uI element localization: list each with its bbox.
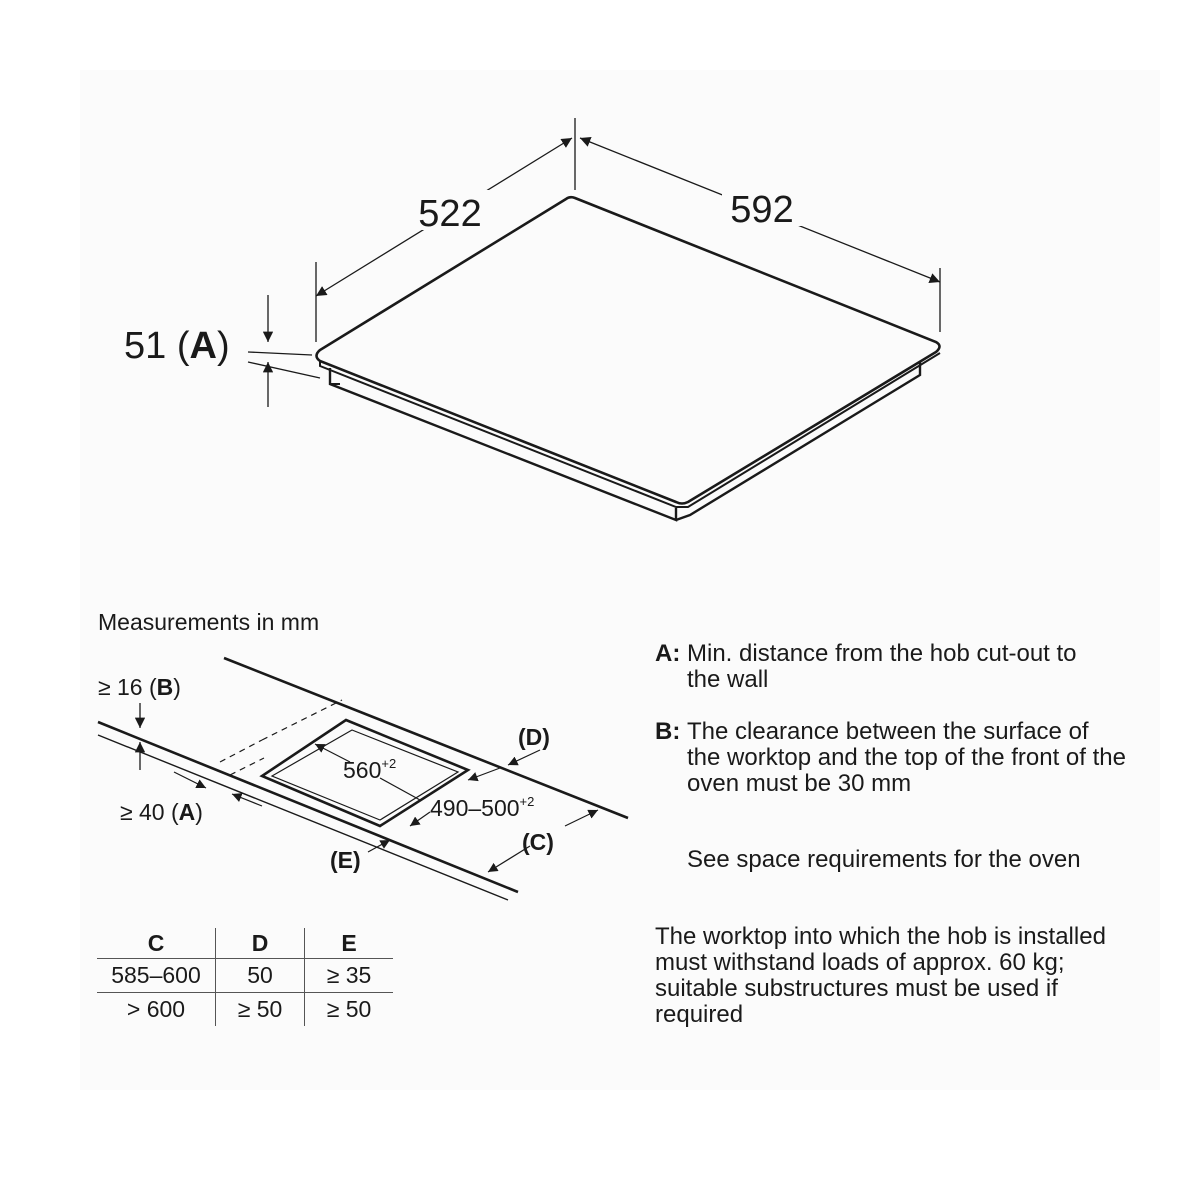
- label-e: (E): [330, 847, 361, 873]
- note-a: [655, 641, 1125, 697]
- cutout-depth-value: $490-500^{+2}$: [430, 794, 535, 821]
- note-a-key: A:: [655, 640, 681, 667]
- table-row: [97, 993, 393, 1027]
- note-b: [655, 719, 1135, 801]
- table-cell: 585–600: [97, 959, 216, 993]
- clearance-table: [97, 928, 393, 1026]
- table-cell: ≥ 50: [305, 993, 394, 1027]
- load-note: The worktop into which the hob is installed must withstand loads of approx. 60 kg; suitable substructures must be used if required: [655, 923, 1106, 1028]
- height-value: 51 (A): [124, 325, 230, 367]
- table-cell: ≥ 50: [216, 993, 305, 1027]
- note-a-text: Min. distance from the hob cut-out to the wall: [687, 640, 1077, 693]
- table-cell: > 600: [126, 996, 186, 1022]
- measurements-note: Measurements in mm: [98, 609, 320, 635]
- cutout-width-value: $560^{+2}$: [343, 756, 397, 783]
- table-cell: 50: [216, 959, 305, 993]
- table-row: [97, 959, 393, 993]
- front-clearance-label: ≥ 40 (A): [120, 799, 203, 825]
- table-header: E: [305, 928, 394, 959]
- table-header: D: [216, 928, 305, 959]
- depth-value: 522: [418, 193, 482, 235]
- note-b-key: B:: [655, 718, 681, 745]
- label-d: (D): [518, 724, 550, 750]
- table-header: C: [147, 929, 165, 956]
- label-c: (C): [522, 829, 554, 855]
- table-cell: ≥ 35: [305, 959, 394, 993]
- worktop-min-label: ≥ 16 (B): [98, 674, 181, 700]
- hob-drawing: [248, 118, 940, 520]
- oven-note: See space requirements for the oven: [687, 846, 1081, 873]
- width-value: 592: [730, 189, 794, 231]
- note-b-text: The clearance between the surface of the worktop and the top of the front of the oven must be 30 mm: [687, 718, 1126, 797]
- hob-top-surface: [317, 197, 940, 503]
